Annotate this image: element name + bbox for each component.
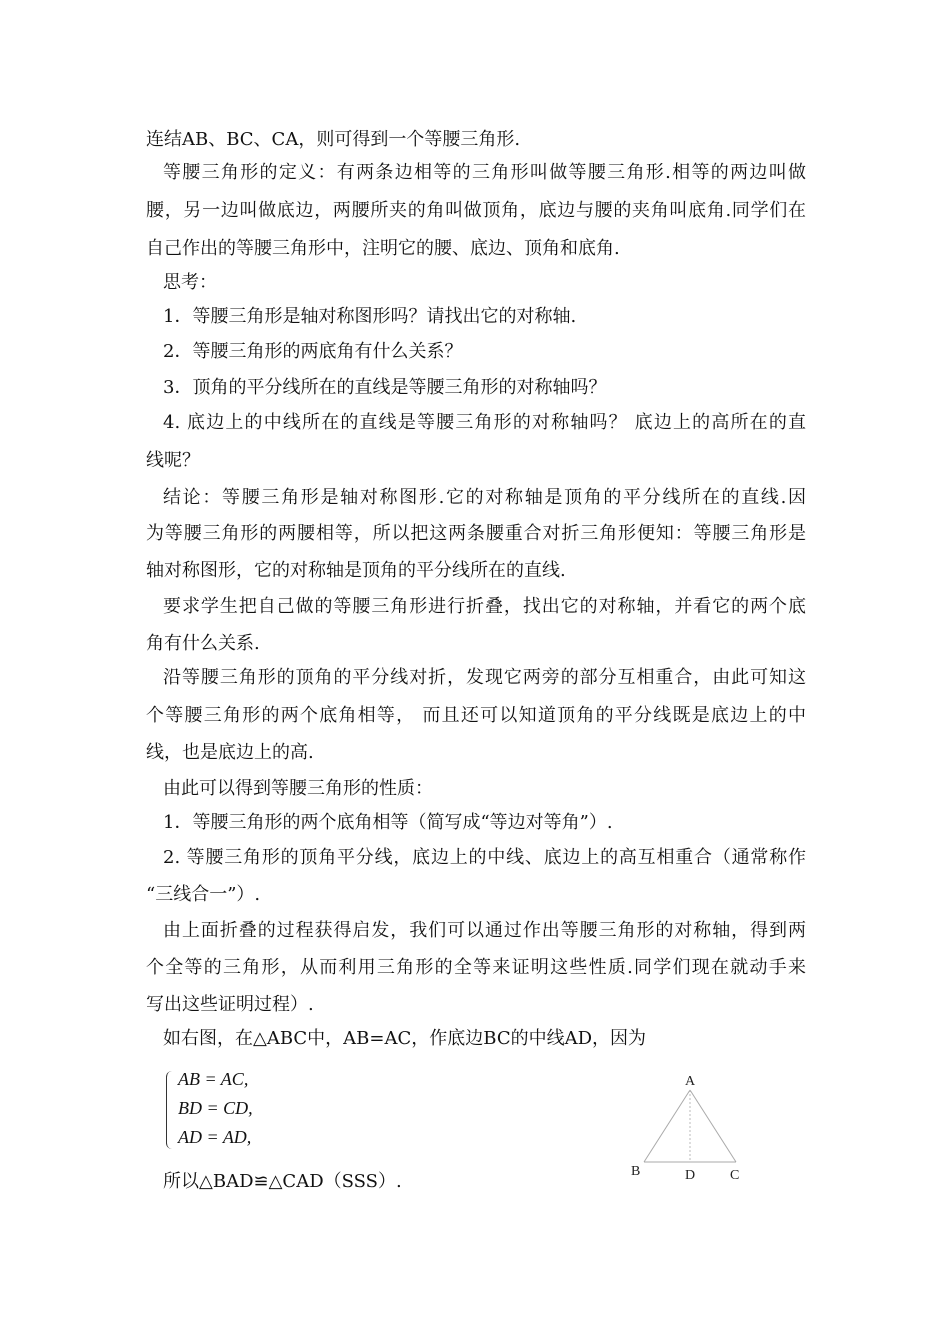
conclusion-line: 所以△BAD≌△CAD（SSS）. — [163, 1171, 402, 1192]
list-item: 2. 等腰三角形的顶角平分线，底边上的中线、底边上的高互相重合（通常称作 — [163, 847, 806, 868]
paragraph-line: 自己作出的等腰三角形中，注明它的腰、底边、顶角和底角. — [146, 238, 620, 259]
paragraph-line: 思考： — [163, 272, 217, 293]
triangle-figure — [620, 1068, 760, 1188]
equation-line: AD = AD, — [178, 1127, 252, 1147]
paragraph-line: 线呢？ — [146, 450, 200, 471]
paragraph-line: 要求学生把自己做的等腰三角形进行折叠，找出它的对称轴，并看它的两个底 — [163, 596, 806, 617]
paragraph-line: 角有什么关系. — [146, 633, 260, 654]
paragraph-line: 等腰三角形的定义：有两条边相等的三角形叫做等腰三角形.相等的两边叫做 — [163, 162, 806, 183]
paragraph-line: 沿等腰三角形的顶角的平分线对折，发现它两旁的部分互相重合，由此可知这 — [163, 667, 806, 688]
list-item: 4. 底边上的中线所在的直线是等腰三角形的对称轴吗？ 底边上的高所在的直 — [163, 412, 806, 433]
list-item: 3．顶角的平分线所在的直线是等腰三角形的对称轴吗？ — [163, 377, 607, 398]
left-brace — [166, 1071, 173, 1149]
label-a: A — [685, 1074, 696, 1089]
paragraph-line: 为等腰三角形的两腰相等，所以把这两条腰重合对折三角形便知：等腰三角形是 — [146, 523, 806, 544]
list-item: 1．等腰三角形是轴对称图形吗？请找出它的对称轴. — [163, 306, 577, 327]
equation-line: BD = CD, — [178, 1098, 253, 1118]
list-item: 2．等腰三角形的两底角有什么关系？ — [163, 341, 463, 362]
paragraph-line: 线，也是底边上的高. — [146, 742, 314, 763]
paragraph-line: 结论：等腰三角形是轴对称图形.它的对称轴是顶角的平分线所在的直线.因 — [163, 487, 806, 508]
paragraph-line: 由此可以得到等腰三角形的性质： — [163, 778, 433, 799]
paragraph-line: 个全等的三角形，从而利用三角形的全等来证明这些性质.同学们现在就动手来 — [146, 957, 806, 978]
side-ab — [644, 1090, 690, 1162]
equation-line: AB = AC, — [178, 1069, 249, 1089]
equation-system — [166, 1065, 306, 1153]
paragraph-line: 如右图，在△ABC中，AB=AC，作底边BC的中线AD，因为 — [163, 1028, 647, 1049]
paragraph-line: 由上面折叠的过程获得启发，我们可以通过作出等腰三角形的对称轴，得到两 — [163, 920, 806, 941]
list-item: 1．等腰三角形的两个底角相等（简写成“等边对等角”）. — [163, 812, 613, 833]
side-ac — [690, 1090, 736, 1162]
paragraph-line: 轴对称图形，它的对称轴是顶角的平分线所在的直线. — [146, 560, 566, 581]
paragraph-line: “三线合一”）. — [146, 884, 261, 905]
paragraph-line: 个等腰三角形的两个底角相等， 而且还可以知道顶角的平分线既是底边上的中 — [146, 705, 806, 726]
paragraph-line: 腰，另一边叫做底边，两腰所夹的角叫做顶角，底边与腰的夹角叫底角.同学们在 — [146, 200, 806, 221]
paragraph-line: 写出这些证明过程）. — [146, 994, 314, 1015]
label-c: C — [730, 1168, 740, 1183]
label-d: D — [685, 1168, 696, 1183]
paragraph-line: 连结AB、BC、CA，则可得到一个等腰三角形. — [146, 129, 521, 150]
label-b: B — [631, 1164, 641, 1179]
